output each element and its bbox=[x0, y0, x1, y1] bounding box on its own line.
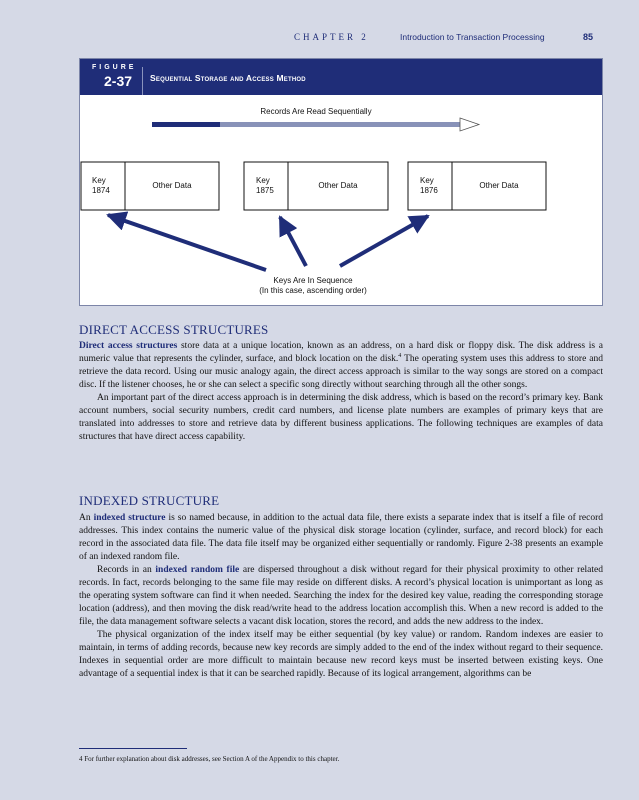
section-heading-indexed: INDEXED STRUCTURE bbox=[79, 493, 220, 508]
key-term: indexed random file bbox=[155, 565, 240, 575]
record-3-key-label: Key bbox=[420, 176, 434, 185]
chapter-title: Introduction to Transaction Processing bbox=[400, 32, 545, 42]
figure-2-37 bbox=[79, 58, 603, 306]
top-caption: Records Are Read Sequentially bbox=[260, 107, 372, 116]
record-1874 bbox=[81, 162, 219, 210]
record-2-other-data: Other Data bbox=[318, 181, 358, 190]
sequential-diagram bbox=[80, 59, 602, 305]
paragraph bbox=[79, 340, 603, 392]
footnote: 4 For further explanation about disk addresses, see Section A of the Appendix to this chapter. bbox=[79, 755, 340, 763]
page-number: 85 bbox=[583, 32, 594, 42]
paragraph-text: are dispersed throughout a disk without regard for their physical proximity to other related records. In fact, records belonging to the same file may reside on different disks. A record’s physical location is unimportant as long as the operating system software can find it when needed. Searching the index for the desired key value, reading the corresponding storage location (address), and then moving the disk read/write head to the address location accomplish this. When a new record is added to the file, the data management software selects a vacant disk location, stores the record, and adds the new address to the index. bbox=[79, 565, 603, 627]
key-term: Direct access structures bbox=[79, 341, 178, 351]
paragraph-text: is so named because, in addition to the actual data file, there exists a separate index that is itself a file of record addresses. This index contains the numeric value of the physical disk storage location (cylinder, surface, and record block) for each record in the associated data file. The data file itself may be organized either sequentially or randomly. Figure 2-38 presents an example of an indexed random file. bbox=[79, 513, 603, 562]
running-header bbox=[0, 32, 639, 46]
section-direct-access-body bbox=[79, 340, 603, 444]
arrow-to-key-1876 bbox=[340, 216, 428, 266]
record-1875 bbox=[244, 162, 388, 210]
figure-number: 2-37 bbox=[104, 73, 133, 89]
paragraph-text: store data at a unique location, known as an address, on a hard disk or floppy disk. The disk address is a numeric value that represents the cylinder, surface, and block location on the disk. bbox=[79, 341, 604, 364]
footnote-rule bbox=[79, 748, 187, 749]
paragraph: An important part of the direct access approach is in determining the disk address, which is based on the record’s primary key. Bank account numbers, social security numbers, credit card numbers, and license plate numbers are examples of primary keys that are translated into addresses to store and retrieve data by different business applications. The following techniques are examples of data structures that have direct access capability. bbox=[79, 393, 603, 442]
read-direction-arrow bbox=[152, 118, 479, 131]
section-indexed-body bbox=[79, 512, 603, 681]
record-3-key-value: 1876 bbox=[420, 186, 438, 195]
chapter-label: CHAPTER 2 bbox=[294, 32, 369, 42]
section-heading-direct-access: DIRECT ACCESS STRUCTURES bbox=[79, 322, 269, 337]
paragraph-text: The operating system uses this address to store and retrieve the data record. Using our music analogy again, the direct access approach is similar to the way songs are stored on a compact disc. If the listener chooses, he or she can select a specific song directly without searching through all the other songs. bbox=[79, 354, 603, 390]
record-1-other-data: Other Data bbox=[152, 181, 192, 190]
paragraph bbox=[79, 564, 603, 629]
paragraph: The physical organization of the index itself may be either sequential (by key value) or random. Random indexes are easier to maintain, in terms of adding records, because new key records are simply added to the end of the index without regard to their sequence. Indexes in sequential order are more difficult to maintain because new record keys must be inserted between existing keys. One advantage of a sequential index is that it can be searched rapidly. Because of its logical arrangement, algorithms can be bbox=[79, 630, 603, 679]
key-term: indexed structure bbox=[93, 513, 166, 523]
record-1-key-value: 1874 bbox=[92, 186, 110, 195]
footnote-ref: 4 bbox=[398, 352, 402, 359]
arrow-to-key-1874 bbox=[108, 215, 266, 270]
paragraph-text: An bbox=[79, 513, 94, 523]
key-pointer-arrows bbox=[108, 215, 428, 270]
record-3-other-data: Other Data bbox=[479, 181, 519, 190]
record-2-key-label: Key bbox=[256, 176, 270, 185]
record-1876 bbox=[408, 162, 546, 210]
bottom-caption-line2: (In this case, ascending order) bbox=[259, 286, 367, 295]
record-1-key-label: Key bbox=[92, 176, 106, 185]
figure-word: FIGURE bbox=[92, 64, 137, 71]
paragraph-text: Records in an bbox=[97, 565, 156, 575]
bottom-caption-line1: Keys Are In Sequence bbox=[273, 276, 353, 285]
record-2-key-value: 1875 bbox=[256, 186, 274, 195]
paragraph bbox=[79, 512, 603, 564]
figure-title: Sequential Storage and Access Method bbox=[150, 73, 306, 83]
arrow-to-key-1875 bbox=[280, 217, 306, 266]
